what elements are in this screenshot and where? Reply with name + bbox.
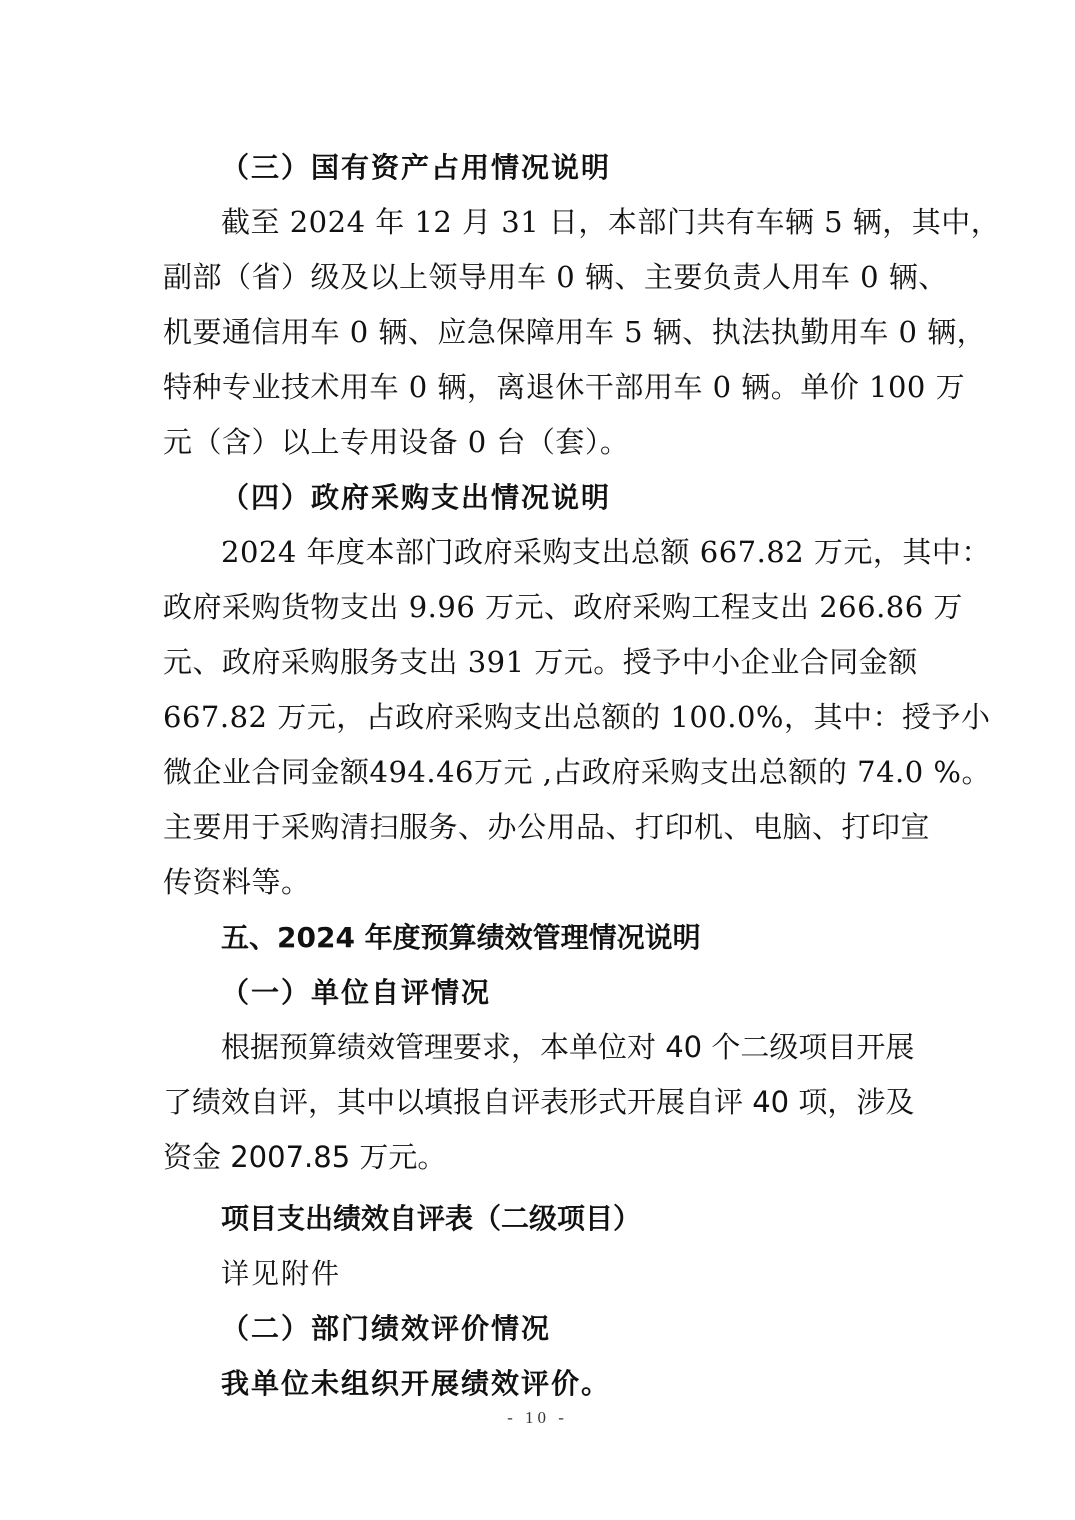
paragraph-line: 政府采购货物支出 9.96 万元、政府采购工程支出 266.86 万 bbox=[163, 590, 963, 624]
section-heading-procurement: （四）政府采购支出情况说明 bbox=[221, 481, 612, 514]
paragraph-line: 资金 2007.85 万元。 bbox=[163, 1140, 447, 1174]
document-page bbox=[163, 140, 1001, 1411]
paragraph-line: 副部（省）级及以上领导用车 0 辆、主要负责人用车 0 辆、 bbox=[163, 260, 948, 294]
paragraph-line: 主要用于采购清扫服务、办公用品、打印机、电脑、打印宣 bbox=[163, 810, 931, 844]
page-number: - 10 - bbox=[507, 1408, 568, 1427]
paragraph-line: 元（含）以上专用设备 0 台（套）。 bbox=[163, 425, 630, 459]
paragraph-line: 2024 年度本部门政府采购支出总额 667.82 万元，其中： bbox=[221, 535, 991, 569]
paragraph-line: 传资料等。 bbox=[163, 865, 311, 899]
paragraph-line: 元、政府采购服务支出 391 万元。授予中小企业合同金额 bbox=[163, 645, 918, 679]
section-heading-performance: 五、2024 年度预算绩效管理情况说明 bbox=[221, 921, 701, 954]
dept-eval-text: 我单位未组织开展绩效评价。 bbox=[221, 1367, 612, 1400]
paragraph-line: 特种专业技术用车 0 辆，离退休干部用车 0 辆。单价 100 万 bbox=[163, 370, 966, 404]
subsection-heading-self-eval: （一）单位自评情况 bbox=[221, 976, 492, 1009]
section-heading-state-assets: （三）国有资产占用情况说明 bbox=[221, 151, 612, 184]
table-title: 项目支出绩效自评表（二级项目） bbox=[221, 1202, 642, 1235]
paragraph-line: 截至 2024 年 12 月 31 日，本部门共有车辆 5 辆，其中， bbox=[221, 205, 1001, 239]
table-note: 详见附件 bbox=[221, 1257, 342, 1290]
paragraph-line: 根据预算绩效管理要求，本单位对 40 个二级项目开展 bbox=[221, 1030, 915, 1064]
paragraph-line: 微企业合同金额494.46万元 ,占政府采购支出总额的 74.0 %。 bbox=[163, 755, 991, 789]
paragraph-line: 机要通信用车 0 辆、应急保障用车 5 辆、执法执勤用车 0 辆， bbox=[163, 315, 987, 349]
subsection-heading-dept-eval: （二）部门绩效评价情况 bbox=[221, 1312, 552, 1345]
paragraph-line: 667.82 万元，占政府采购支出总额的 100.0%，其中：授予小 bbox=[163, 700, 991, 734]
paragraph-line: 了绩效自评，其中以填报自评表形式开展自评 40 项，涉及 bbox=[163, 1085, 915, 1119]
